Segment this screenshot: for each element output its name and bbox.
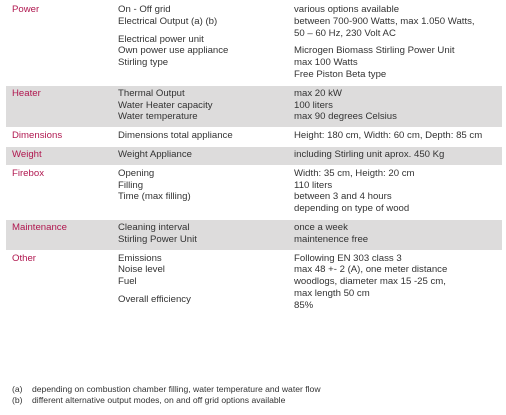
parameter-line: Filling bbox=[118, 179, 144, 191]
value-cell bbox=[294, 85, 502, 127]
category-label: Weight bbox=[6, 146, 118, 165]
footnote-b bbox=[12, 395, 502, 406]
category-label: Dimensions bbox=[6, 128, 118, 147]
category-label: Heater bbox=[6, 85, 118, 127]
parameter-line: Cleaning interval bbox=[118, 221, 190, 233]
value-cell bbox=[294, 128, 502, 147]
value-line: 110 liters bbox=[294, 179, 333, 191]
spec-row-heater bbox=[6, 85, 502, 127]
value-line: max 48 +- 2 (A), one meter distance bbox=[294, 264, 448, 276]
value-line: including Stirling unit aprox. 450 Kg bbox=[294, 148, 445, 160]
value-line: max 90 degrees Celsius bbox=[294, 111, 397, 123]
footnote-mark: (b) bbox=[12, 395, 23, 405]
value-line: Microgen Biomass Stirling Power Unit bbox=[294, 45, 455, 57]
parameter-line: Fuel bbox=[118, 276, 137, 288]
parameter-line: Water Heater capacity bbox=[118, 99, 213, 111]
parameter-line: Stirling type bbox=[118, 57, 169, 69]
value-line: 100 liters bbox=[294, 99, 333, 111]
value-line: maintenence free bbox=[294, 233, 369, 245]
value-line: depending on type of wood bbox=[294, 203, 410, 215]
value-line: woodlogs, diameter max 15 -25 cm, bbox=[294, 276, 446, 288]
category-label: Other bbox=[12, 252, 36, 264]
category-label: Maintenance bbox=[6, 219, 118, 250]
value-line: Width: 35 cm, Heigth: 20 cm bbox=[294, 167, 415, 179]
parameter-cell bbox=[118, 128, 294, 147]
value-line: max 100 Watts bbox=[294, 57, 358, 69]
parameter-cell bbox=[118, 85, 294, 127]
parameter-cell bbox=[118, 146, 294, 165]
specifications-body bbox=[6, 2, 502, 316]
spec-row-weight bbox=[6, 146, 502, 165]
parameter-line: Overall efficiency bbox=[118, 293, 191, 305]
value-line: max length 50 cm bbox=[294, 287, 370, 299]
spec-row-firebox bbox=[6, 165, 502, 219]
value-line: 50 – 60 Hz, 230 Volt AC bbox=[294, 27, 396, 39]
category-label: Power bbox=[6, 2, 118, 85]
parameter-line: Noise level bbox=[118, 264, 165, 276]
parameter-line: Electrical power unit bbox=[118, 33, 204, 45]
parameter-cell bbox=[118, 219, 294, 250]
parameter-line: On - Off grid bbox=[118, 4, 171, 15]
spec-row-other bbox=[6, 250, 502, 315]
spec-row-dimensions bbox=[6, 128, 502, 147]
value-line: Height: 180 cm, Width: 60 cm, Depth: 85 cm bbox=[294, 130, 483, 142]
parameter-line: Dimensions total appliance bbox=[118, 130, 233, 142]
spec-row-maintenance bbox=[6, 219, 502, 250]
parameter-line: Water temperature bbox=[118, 111, 198, 123]
value-cell bbox=[294, 165, 502, 219]
value-cell bbox=[294, 2, 502, 85]
value-cell bbox=[294, 146, 502, 165]
parameter-line: Electrical Output (a) (b) bbox=[118, 15, 218, 27]
value-line: between 3 and 4 hours bbox=[294, 191, 392, 203]
value-line: between 700-900 Watts, max 1.050 Watts, bbox=[294, 15, 475, 27]
parameter-line: Thermal Output bbox=[118, 87, 185, 99]
specifications-table bbox=[6, 2, 502, 316]
value-cell bbox=[294, 250, 502, 315]
parameter-cell bbox=[118, 250, 294, 315]
parameter-line: Opening bbox=[118, 167, 155, 179]
value-line: Free Piston Beta type bbox=[294, 68, 387, 80]
value-line: max 20 kW bbox=[294, 87, 342, 99]
parameter-line: Weight Appliance bbox=[118, 148, 192, 160]
parameter-cell bbox=[118, 2, 294, 85]
value-line: once a week bbox=[294, 221, 348, 233]
value-cell bbox=[294, 219, 502, 250]
value-line: Following EN 303 class 3 bbox=[294, 252, 402, 264]
category-label: Firebox bbox=[6, 165, 118, 219]
footnote-mark: (a) bbox=[12, 384, 23, 394]
footnote-text: different alternative output modes, on and off grid options available bbox=[32, 395, 286, 405]
parameter-line: Stirling Power Unit bbox=[118, 233, 197, 245]
footnote-text: depending on combustion chamber filling, water temperature and water flow bbox=[32, 384, 321, 394]
spec-row-power bbox=[6, 2, 502, 85]
parameter-cell bbox=[118, 165, 294, 219]
parameter-line: Own power use appliance bbox=[118, 45, 229, 57]
value-line: 85% bbox=[294, 299, 314, 311]
footnotes bbox=[12, 384, 502, 406]
parameter-line: Emissions bbox=[118, 252, 162, 264]
parameter-line: Time (max filling) bbox=[118, 191, 191, 203]
value-line: various options available bbox=[294, 4, 400, 15]
footnote-a bbox=[12, 384, 502, 395]
